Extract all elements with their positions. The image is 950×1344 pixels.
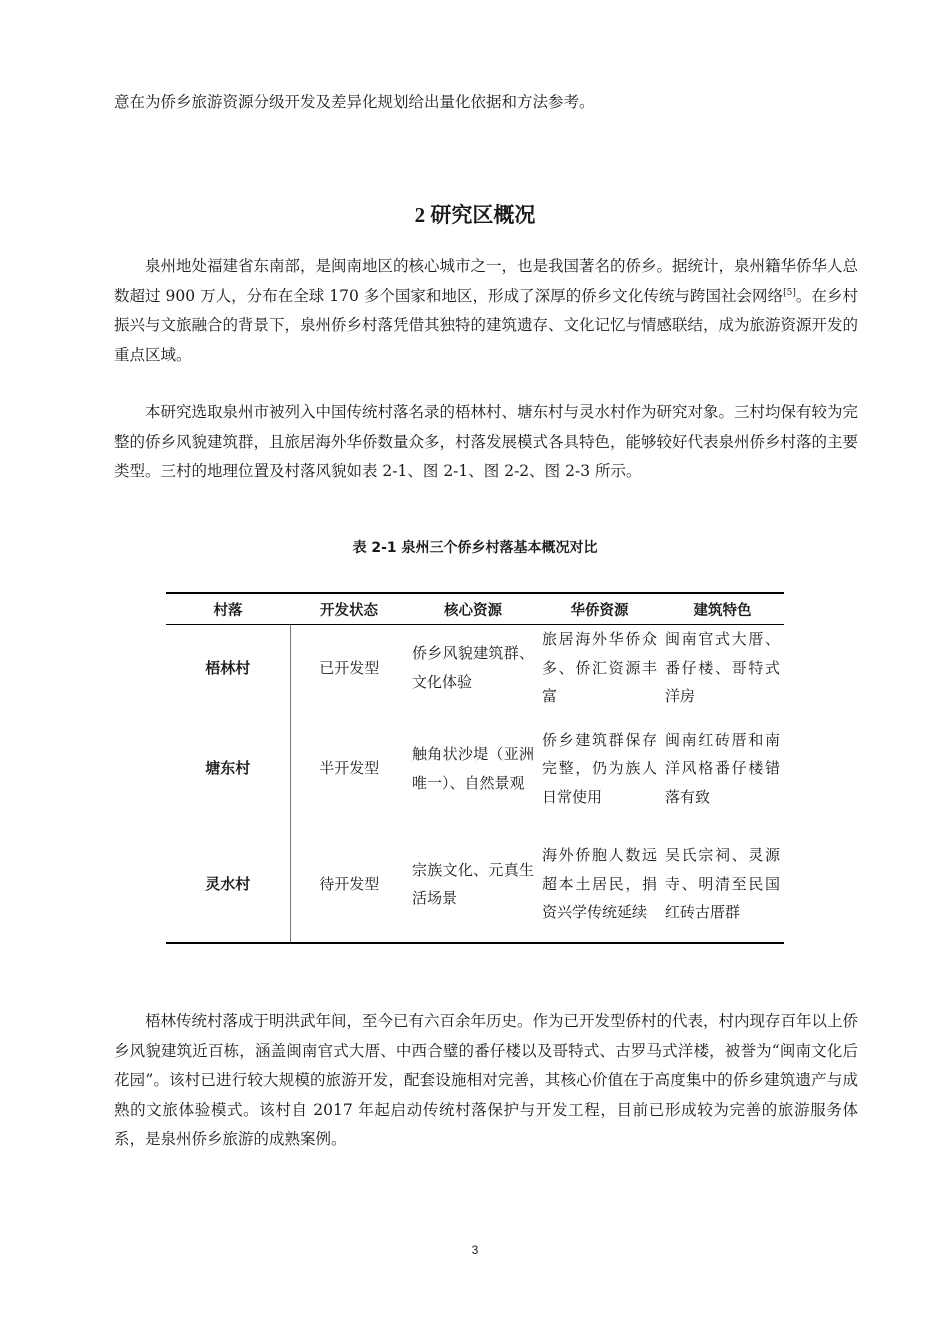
cell-village: 梧林村 [166,625,290,711]
cell-overseas: 旅居海外华侨众多、侨汇资源丰富 [542,630,657,705]
table-row [166,625,784,711]
paragraph-wulin: 梧林传统村落成于明洪武年间，至今已有六百余年历史。作为已开发型侨村的代表，村内现存百年以上侨乡风貌建筑近百栋，涵盖闽南官式大厝、中西合璧的番仔楼以及哥特式、古罗马式洋楼，被誉为“闽南文化后花园”。该村已进行较大规模的旅游开发，配套设施相对完善，其核心价值在于高度集中的侨乡建筑遗产与成熟的文旅体验模式。该村自 2017 年起启动传统村落保护与开发工程，目前已形成较为完善的旅游服务体系，是泉州侨乡旅游的成熟案例。 [114,1012,859,1148]
cell-status: 半开发型 [319,759,380,778]
header-architecture: 建筑特色 [661,593,784,625]
paragraph-overview [114,252,858,370]
page-number: 3 [471,1243,479,1257]
comparison-table [166,592,784,944]
section-heading: 2 研究区概况 [414,203,536,227]
table-row [166,711,784,827]
cell-status: 待开发型 [290,827,408,943]
table-header-row [166,593,784,625]
cell-core: 侨乡风貌建筑群、文化体验 [412,644,534,691]
paragraph-overview-text: 泉州地处福建省东南部，是闽南地区的核心城市之一，也是我国著名的侨乡。据统计，泉州籍华侨华人总数超过 900 万人，分布在全球 170 多个国家和地区，形成了深厚的侨乡文化传统与跨国社会网络 [114,257,859,305]
header-status: 开发状态 [290,593,408,625]
cell-architecture: 闽南红砖厝和南洋风格番仔楼错落有致 [665,730,780,806]
header-village: 村落 [166,593,290,625]
paragraph-study-objects: 本研究选取泉州市被列入中国传统村落名录的梧林村、塘东村与灵水村作为研究对象。三村均保有较为完整的侨乡风貌建筑群，且旅居海外华侨数量众多，村落发展模式各具特色，能够较好代表泉州侨乡村落的主要类型。三村的地理位置及村落风貌如表 2-1、图 2-1、图 2-2、图 2-3 所示。 [114,403,859,480]
header-core-resources: 核心资源 [408,593,538,625]
table-row [166,827,784,943]
cell-overseas: 海外侨胞人数远超本土居民，捐资兴学传统延续 [538,827,661,943]
citation-ref[interactable]: [5] [783,287,796,298]
table-caption: 表 2-1 泉州三个侨乡村落基本概况对比 [352,540,598,556]
cell-core: 宗族文化、元真生活场景 [408,827,538,943]
cell-village: 塘东村 [166,711,290,827]
cell-architecture: 闽南官式大厝、番仔楼、哥特式洋房 [665,630,780,705]
cell-architecture: 吴氏宗祠、灵源寺、明清至民国红砖古厝群 [661,827,784,943]
cell-overseas: 侨乡建筑群保存完整，仍为族人日常使用 [542,730,657,806]
cell-village: 灵水村 [166,827,290,943]
continuation-paragraph: 意在为侨乡旅游资源分级开发及差异化规划给出量化依据和方法参考。 [114,93,595,111]
cell-status: 已开发型 [319,658,380,677]
header-overseas-resources: 华侨资源 [538,593,661,625]
paragraph-overview-text-cont: 。在乡村振兴与文旅融合的背景下，泉州侨乡村落凭借其独特的建筑遗存、文化记忆与情感联结，成为旅游资源开发的重点区域。 [114,286,859,364]
cell-core: 触角状沙堤（亚洲唯一）、自然景观 [412,745,534,792]
